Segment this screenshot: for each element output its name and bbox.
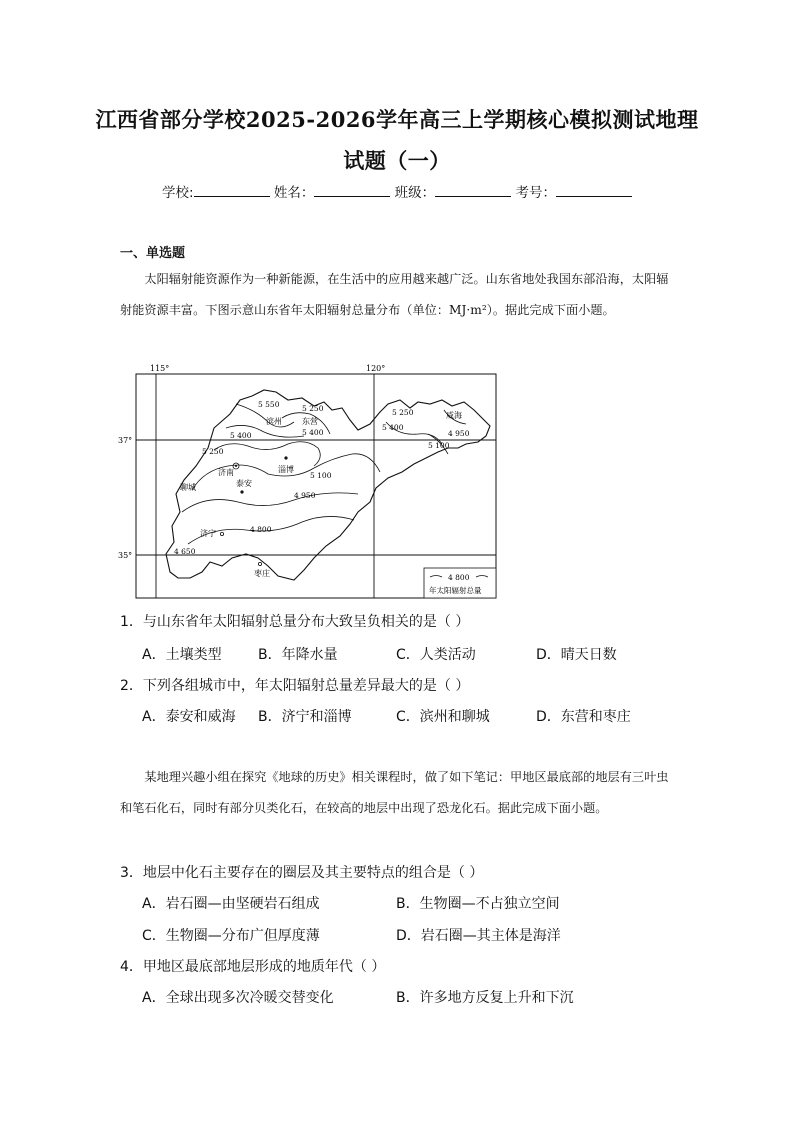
q2-option-d[interactable]: D．东营和枣庄 bbox=[536, 709, 631, 725]
city-label: 济南 bbox=[218, 468, 234, 477]
city-dot bbox=[220, 532, 223, 535]
isoline-label: 5 400 bbox=[382, 423, 404, 432]
page-title-line2: 试题（一） bbox=[343, 148, 451, 173]
city-label: 淄博 bbox=[278, 465, 294, 474]
isoline-label: 5 550 bbox=[258, 400, 280, 409]
question-3 bbox=[120, 862, 483, 882]
student-info-line bbox=[0, 181, 794, 201]
school-label: 学校: bbox=[162, 185, 194, 201]
page-title-line1: 江西省部分学校2025-2026学年高三上学期核心模拟测试地理 bbox=[95, 107, 699, 132]
question-number: 1． bbox=[120, 614, 143, 630]
q2-option-a[interactable]: A．泰安和威海 bbox=[142, 709, 236, 725]
shandong-radiation-map bbox=[118, 362, 500, 602]
city-label: 济宁 bbox=[200, 529, 216, 538]
q1-option-d[interactable]: D．晴天日数 bbox=[536, 647, 617, 663]
isoline-label: 5 100 bbox=[310, 471, 332, 480]
isoline-label: 5 400 bbox=[302, 428, 324, 437]
question-4 bbox=[120, 956, 385, 976]
passage-1: 太阳辐射能资源作为一种新能源，在生活中的应用越来越广泛。山东省地处我国东部沿海，太阳辐射能资源丰富。下图示意山东省年太阳辐射总量分布（单位：MJ·m²）。据此完成下面小题。 bbox=[120, 272, 669, 317]
question-text: 地层中化石主要存在的圈层及其主要特点的组合是（ ） bbox=[142, 865, 484, 881]
lat-label: 35° bbox=[118, 551, 133, 560]
q3-option-c[interactable]: C．生物圈—分布广但厚度薄 bbox=[142, 928, 320, 944]
q2-option-c[interactable]: C．滨州和聊城 bbox=[396, 709, 490, 725]
q1-option-c[interactable]: C．人类活动 bbox=[396, 647, 476, 663]
q1-option-a[interactable]: A．土壤类型 bbox=[142, 647, 222, 663]
section-heading: 一、单选题 bbox=[120, 246, 186, 261]
isoline-label: 4 800 bbox=[250, 525, 272, 534]
question-2 bbox=[120, 675, 469, 695]
question-1 bbox=[120, 611, 469, 631]
city-dot bbox=[258, 562, 261, 565]
isoline-label: 5 250 bbox=[392, 408, 414, 417]
exam-no-blank[interactable] bbox=[556, 182, 632, 197]
class-blank[interactable] bbox=[435, 182, 511, 197]
city-dot bbox=[240, 490, 243, 493]
isoline-label: 4 950 bbox=[294, 491, 316, 500]
q4-option-a[interactable]: A．全球出现多次冷暖交替变化 bbox=[142, 990, 334, 1006]
lon-label: 115° bbox=[150, 364, 170, 373]
legend-value: 4 800 bbox=[448, 573, 470, 582]
lat-label: 37° bbox=[118, 436, 133, 445]
q1-option-b[interactable]: B．年降水量 bbox=[258, 647, 338, 663]
isoline-label: 5 250 bbox=[202, 447, 224, 456]
question-number: 3． bbox=[120, 865, 143, 881]
isoline-label: 4 950 bbox=[448, 429, 470, 438]
q4-option-b[interactable]: B．许多地方反复上升和下沉 bbox=[396, 990, 574, 1006]
capital-dot bbox=[235, 465, 237, 467]
question-number: 4． bbox=[120, 959, 143, 975]
passage-2: 某地理兴趣小组在探究《地球的历史》相关课程时，做了如下笔记：甲地区最底部的地层有三叶虫和笔石化石，同时有部分贝类化石，在较高的地层中出现了恐龙化石。据此完成下面小题。 bbox=[120, 770, 669, 815]
legend-label: 年太阳辐射总量 bbox=[429, 586, 482, 595]
school-blank[interactable] bbox=[194, 182, 270, 197]
city-label: 东营 bbox=[302, 417, 318, 426]
question-number: 2． bbox=[120, 678, 143, 694]
q3-option-b[interactable]: B．生物圈—不占独立空间 bbox=[396, 896, 560, 912]
city-label: 滨州 bbox=[266, 417, 282, 426]
question-text: 下列各组城市中，年太阳辐射总量差异最大的是（ ） bbox=[142, 678, 470, 694]
city-label: 威海 bbox=[446, 411, 462, 420]
q3-option-d[interactable]: D．岩石圈—其主体是海洋 bbox=[396, 928, 561, 944]
exam-no-label: 考号： bbox=[515, 185, 556, 201]
city-dot bbox=[284, 456, 287, 459]
class-label: 班级： bbox=[394, 185, 436, 201]
isoline-label: 5 250 bbox=[302, 404, 324, 413]
isoline-label: 5 400 bbox=[230, 431, 252, 440]
province-outline bbox=[166, 390, 490, 580]
name-label: 姓名： bbox=[273, 185, 315, 201]
name-blank[interactable] bbox=[314, 182, 390, 197]
city-label: 泰安 bbox=[236, 479, 252, 488]
isoline-label: 5 100 bbox=[428, 441, 450, 450]
question-text: 甲地区最底部地层形成的地质年代（ ） bbox=[142, 959, 386, 975]
question-text: 与山东省年太阳辐射总量分布大致呈负相关的是（ ） bbox=[142, 614, 470, 630]
city-label: 聊城 bbox=[180, 483, 196, 492]
q2-option-b[interactable]: B．济宁和淄博 bbox=[258, 709, 352, 725]
isoline-label: 4 650 bbox=[174, 547, 196, 556]
lon-label: 120° bbox=[366, 364, 386, 373]
city-label: 枣庄 bbox=[254, 569, 270, 578]
q3-option-a[interactable]: A．岩石圈—由坚硬岩石组成 bbox=[142, 896, 320, 912]
